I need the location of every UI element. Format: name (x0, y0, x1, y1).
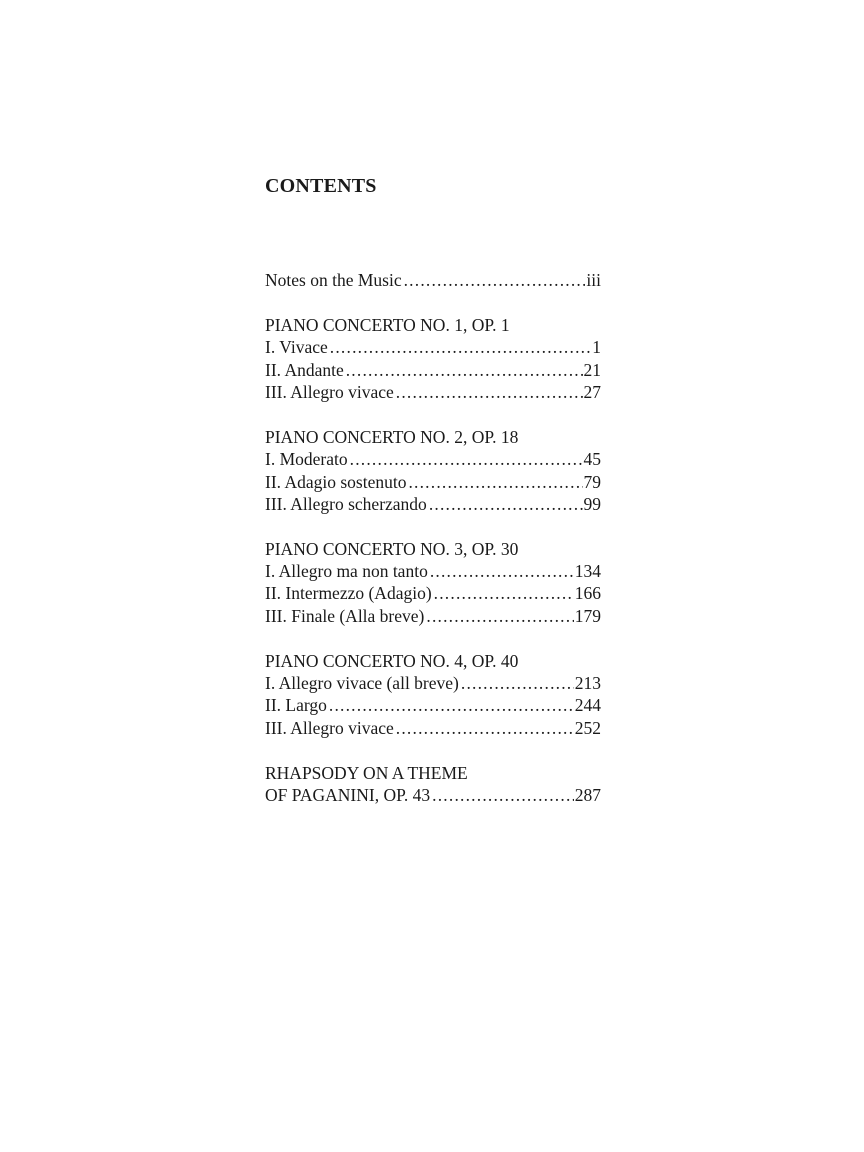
table-of-contents (265, 269, 601, 806)
toc-entry-page: 213 (574, 673, 601, 694)
toc-leader-dots (329, 694, 574, 716)
toc-entry[interactable] (265, 694, 601, 716)
toc-entry-page: 99 (583, 493, 601, 514)
toc-group-concerto-3 (265, 538, 601, 628)
page-title: CONTENTS (265, 175, 377, 197)
toc-entry-label: I. Vivace (265, 337, 328, 358)
toc-entry-page: 134 (574, 561, 601, 582)
toc-entry-page: 287 (574, 784, 601, 805)
toc-entry[interactable] (265, 359, 601, 381)
toc-entry-label: II. Adagio sostenuto (265, 471, 407, 492)
toc-entry-page: iii (586, 270, 601, 290)
toc-entry-page: 79 (583, 471, 601, 492)
toc-entry-page: 166 (574, 583, 601, 604)
toc-entry-label: I. Allegro vivace (all breve) (265, 673, 459, 694)
toc-leader-dots (404, 269, 586, 291)
toc-entry[interactable] (265, 784, 601, 806)
toc-leader-dots (429, 493, 583, 515)
toc-entry-label: II. Andante (265, 359, 344, 380)
toc-entry[interactable] (265, 582, 601, 604)
toc-entry[interactable] (265, 471, 601, 493)
toc-group-concerto-1 (265, 314, 601, 404)
toc-section-heading: PIANO CONCERTO NO. 1, OP. 1 (265, 314, 510, 335)
toc-entry-page: 27 (583, 381, 601, 402)
toc-entry-label: II. Largo (265, 695, 327, 716)
toc-section-heading: PIANO CONCERTO NO. 2, OP. 18 (265, 426, 519, 447)
toc-leader-dots (350, 448, 583, 470)
toc-entry-page: 1 (592, 337, 601, 358)
toc-group-concerto-4 (265, 650, 601, 740)
toc-leader-dots (432, 784, 574, 806)
toc-leader-dots (396, 717, 574, 739)
toc-entry-page: 252 (574, 717, 601, 738)
toc-section-heading: RHAPSODY ON A THEME (265, 762, 468, 783)
toc-entry-notes[interactable] (265, 269, 601, 291)
toc-section-heading: PIANO CONCERTO NO. 4, OP. 40 (265, 650, 519, 671)
toc-entry-label: Notes on the Music (265, 270, 402, 290)
toc-leader-dots (461, 672, 574, 694)
toc-entry-page: 45 (583, 449, 601, 470)
toc-entry-label: III. Allegro scherzando (265, 493, 427, 514)
toc-leader-dots (408, 471, 582, 493)
toc-entry-label: III. Allegro vivace (265, 717, 394, 738)
toc-leader-dots (434, 582, 574, 604)
toc-entry[interactable] (265, 448, 601, 470)
toc-entry-label: OF PAGANINI, OP. 43 (265, 784, 431, 805)
toc-entry-page: 179 (574, 605, 601, 626)
toc-group-concerto-2 (265, 426, 601, 516)
toc-entry[interactable] (265, 336, 601, 358)
toc-entry[interactable] (265, 493, 601, 515)
toc-group-notes (265, 269, 601, 291)
toc-leader-dots (430, 560, 574, 582)
toc-group-rhapsody (265, 762, 601, 807)
toc-leader-dots (426, 605, 573, 627)
toc-entry-page: 21 (583, 359, 601, 380)
toc-entry[interactable] (265, 717, 601, 739)
toc-leader-dots (346, 359, 583, 381)
toc-entry[interactable] (265, 605, 601, 627)
toc-entry-label: III. Finale (Alla breve) (265, 605, 425, 626)
toc-entry-label: I. Allegro ma non tanto (265, 561, 428, 582)
toc-entry-label: II. Intermezzo (Adagio) (265, 583, 432, 604)
toc-entry-page: 244 (574, 695, 601, 716)
toc-entry[interactable] (265, 381, 601, 403)
toc-entry[interactable] (265, 560, 601, 582)
toc-entry-label: III. Allegro vivace (265, 381, 394, 402)
toc-leader-dots (396, 381, 583, 403)
toc-entry[interactable] (265, 672, 601, 694)
toc-entry-label: I. Moderato (265, 449, 348, 470)
toc-section-heading: PIANO CONCERTO NO. 3, OP. 30 (265, 538, 519, 559)
toc-leader-dots (330, 336, 591, 358)
